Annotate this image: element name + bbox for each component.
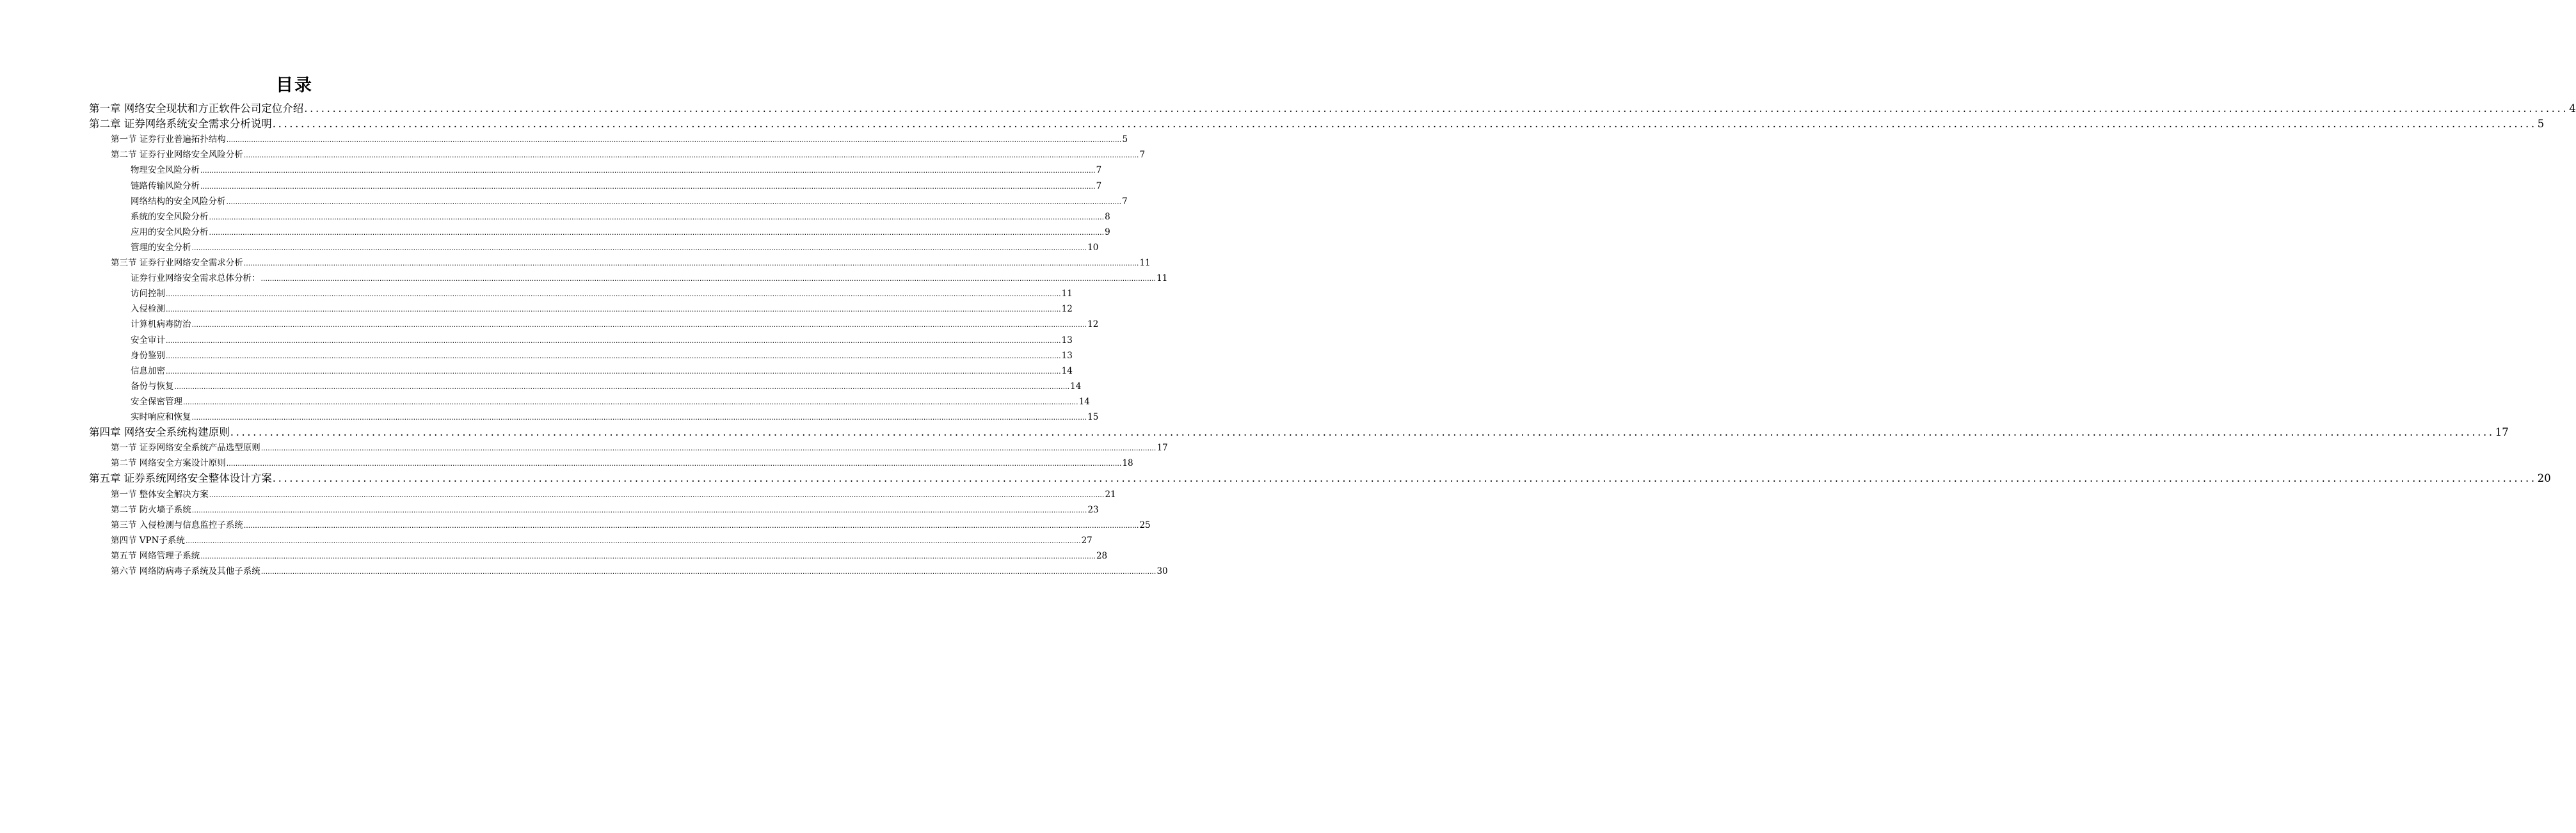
toc-entry-label: 第二节 证券行业网络安全风险分析: [111, 150, 243, 161]
toc-entry-level-1[interactable]: [89, 425, 2509, 440]
toc-dot-leader: ................................................................................................................................................................................................................................................................................................................................................................................................................: [272, 472, 2537, 485]
toc-dot-leader: ................................................................................................................................................................................................................................................................................................................................................................................................................: [183, 397, 1078, 406]
toc-dot-leader: ................................................................................................................................................................................................................................................................................................................................................................................................................: [226, 459, 1122, 468]
toc-entry-label: 信息加密: [131, 365, 165, 376]
toc-entry-level-3[interactable]: [131, 194, 1128, 209]
toc-page-number: 12: [1061, 304, 1073, 315]
toc-entry-level-3[interactable]: [131, 301, 1073, 317]
toc-entry-level-2[interactable]: [111, 440, 1168, 456]
toc-entry-level-2[interactable]: [111, 533, 1092, 548]
toc-entry-level-2[interactable]: [111, 564, 1168, 579]
toc-entry-level-3[interactable]: [131, 225, 1110, 240]
toc-entry-level-1[interactable]: [89, 116, 2545, 132]
toc-entry-level-3[interactable]: [131, 271, 1168, 286]
toc-entry-level-3[interactable]: [131, 286, 1073, 301]
toc-page-number: 14: [1070, 381, 1082, 392]
toc-entry-level-3[interactable]: [131, 333, 1073, 348]
toc-entry-label: 第五节 网络管理子系统: [111, 550, 200, 561]
toc-entry-label: 第三节 入侵检测与信息监控子系统: [111, 520, 243, 530]
toc-page-number: 25: [1139, 520, 1151, 530]
toc-entry-label: 系统的安全风险分析: [131, 211, 209, 222]
toc-entry-label: 第二章 证券网络系统安全需求分析说明: [89, 118, 272, 131]
toc-entry-label: 第二节 防火墙子系统: [111, 504, 191, 515]
toc-page-number: 18: [1122, 458, 1133, 469]
toc-dot-leader: ................................................................................................................................................................................................................................................................................................................................................................................................................: [243, 259, 1139, 267]
toc-dot-leader: ................................................................................................................................................................................................................................................................................................................................................................................................................: [166, 351, 1061, 360]
toc-dot-leader: ................................................................................................................................................................................................................................................................................................................................................................................................................: [191, 243, 1087, 252]
toc-page-number: 4: [2569, 102, 2576, 115]
toc-dot-leader: ................................................................................................................................................................................................................................................................................................................................................................................................................: [304, 102, 2569, 115]
toc-entry-label: 安全保密管理: [131, 396, 182, 407]
toc-entry-level-2[interactable]: [111, 255, 1151, 271]
toc-entry-level-2[interactable]: [111, 548, 1108, 564]
toc-entry-level-2[interactable]: [111, 147, 1146, 163]
toc-page-number: 5: [1122, 134, 1128, 145]
toc-dot-leader: ................................................................................................................................................................................................................................................................................................................................................................................................................: [209, 228, 1105, 237]
toc-entry-label: 计算机病毒防治: [131, 319, 191, 330]
toc-page-number: 14: [1061, 365, 1073, 376]
toc-entry-label: 链路传输风险分析: [131, 180, 200, 191]
toc-entry-level-3[interactable]: [131, 209, 1110, 225]
toc-entry-level-3[interactable]: [131, 317, 1099, 332]
toc-dot-leader: ................................................................................................................................................................................................................................................................................................................................................................................................................: [200, 182, 1096, 191]
toc-entry-label: 访问控制: [131, 289, 165, 299]
toc-page-number: 12: [1087, 319, 1099, 330]
toc-page-number: 20: [2537, 472, 2551, 485]
toc-entry-label: 管理的安全分析: [131, 242, 191, 253]
toc-page-number: 9: [1105, 226, 1110, 237]
toc-page-number: 30: [1156, 566, 1168, 576]
toc-entry-level-3[interactable]: [131, 348, 1073, 363]
toc-page-number: 27: [1081, 535, 1092, 546]
toc-entry-level-3[interactable]: [131, 240, 1099, 255]
toc-page-number: 5: [2537, 118, 2545, 131]
toc-entry-level-2[interactable]: [111, 456, 1133, 471]
toc-entry-level-3[interactable]: [131, 363, 1073, 379]
toc-page-number: 11: [1139, 258, 1151, 268]
toc-entry-label: 物理安全风险分析: [131, 165, 200, 176]
toc-dot-leader: ................................................................................................................................................................................................................................................................................................................................................................................................................: [191, 321, 1087, 329]
page-title: 目录: [276, 75, 313, 95]
toc-page-number: 11: [1061, 289, 1073, 299]
toc-page-number: 7: [1096, 180, 1102, 191]
toc-dot-leader: ................................................................................................................................................................................................................................................................................................................................................................................................................: [260, 567, 1156, 576]
toc-dot-leader: ................................................................................................................................................................................................................................................................................................................................................................................................................: [226, 136, 1122, 145]
toc-dot-leader: ................................................................................................................................................................................................................................................................................................................................................................................................................: [209, 490, 1105, 499]
toc-entry-label: 第四节 VPN子系统: [111, 535, 185, 546]
toc-entry-label: 实时响应和恢复: [131, 412, 191, 422]
toc-dot-leader: ................................................................................................................................................................................................................................................................................................................................................................................................................: [230, 426, 2495, 439]
toc-entry-level-3[interactable]: [131, 163, 1102, 178]
toc-page-number: 28: [1096, 550, 1108, 561]
toc-dot-leader: ................................................................................................................................................................................................................................................................................................................................................................................................................: [191, 413, 1087, 422]
toc-dot-leader: ................................................................................................................................................................................................................................................................................................................................................................................................................: [166, 305, 1061, 314]
toc-entry-label: 第一节 整体安全解决方案: [111, 489, 209, 500]
toc-dot-leader: ................................................................................................................................................................................................................................................................................................................................................................................................................: [166, 290, 1061, 299]
toc-entry-label: 第五章 证券系统网络安全整体设计方案: [89, 472, 272, 485]
toc-entry-level-1[interactable]: [89, 101, 2576, 116]
toc-dot-leader: ................................................................................................................................................................................................................................................................................................................................................................................................................: [200, 551, 1096, 560]
toc-entry-label: 备份与恢复: [131, 381, 174, 392]
toc-dot-leader: ................................................................................................................................................................................................................................................................................................................................................................................................................: [166, 336, 1061, 345]
toc-page-number: 8: [1105, 211, 1110, 222]
toc-entry-level-3[interactable]: [131, 394, 1090, 409]
toc-page-number: 10: [1087, 242, 1099, 253]
toc-entry-level-3[interactable]: [131, 178, 1102, 194]
toc-page-number: 21: [1105, 489, 1116, 500]
toc-dot-leader: ................................................................................................................................................................................................................................................................................................................................................................................................................: [174, 382, 1070, 391]
toc-entry-label: 第六节 网络防病毒子系统及其他子系统: [111, 566, 260, 576]
toc-dot-leader: ................................................................................................................................................................................................................................................................................................................................................................................................................: [272, 118, 2537, 131]
toc-dot-leader: ................................................................................................................................................................................................................................................................................................................................................................................................................: [243, 151, 1139, 160]
toc-page-number: 14: [1078, 396, 1090, 407]
toc-entry-level-2[interactable]: [111, 502, 1099, 518]
toc-dot-leader: ................................................................................................................................................................................................................................................................................................................................................................................................................: [191, 505, 1087, 514]
toc-dot-leader: ................................................................................................................................................................................................................................................................................................................................................................................................................: [209, 212, 1105, 221]
toc-entry-label: 第三节 证券行业网络安全需求分析: [111, 258, 243, 268]
toc-dot-leader: ................................................................................................................................................................................................................................................................................................................................................................................................................: [200, 166, 1096, 175]
toc-entry-label: 证券行业网络安全需求总体分析：: [131, 273, 260, 284]
toc-entry-level-3[interactable]: [131, 379, 1082, 394]
toc-entry-label: 第一章 网络安全现状和方正软件公司定位介绍: [89, 102, 304, 115]
toc-entry-label: 网络结构的安全风险分析: [131, 196, 226, 207]
toc-entry-level-2[interactable]: [111, 518, 1151, 533]
toc-entry-level-2[interactable]: [111, 487, 1116, 502]
toc-entry-level-3[interactable]: [131, 409, 1099, 425]
toc-page-number: 15: [1087, 412, 1099, 422]
toc-page-number: 7: [1096, 165, 1102, 176]
toc-entry-label: 第二节 网络安全方案设计原则: [111, 458, 226, 469]
toc-dot-leader: ................................................................................................................................................................................................................................................................................................................................................................................................................: [166, 367, 1061, 376]
toc-dot-leader: ................................................................................................................................................................................................................................................................................................................................................................................................................: [260, 274, 1156, 283]
toc-page-number: 13: [1061, 350, 1073, 361]
toc-page-number: 7: [1139, 150, 1146, 161]
toc-page-number: 17: [1156, 443, 1168, 454]
toc-entry-level-2[interactable]: [111, 132, 1128, 147]
toc-entry-label: 第一节 证券网络安全系统产品选型原则: [111, 443, 260, 454]
toc-dot-leader: ................................................................................................................................................................................................................................................................................................................................................................................................................: [243, 521, 1139, 530]
toc-dot-leader: ................................................................................................................................................................................................................................................................................................................................................................................................................: [260, 444, 1156, 453]
toc-entry-label: 入侵检测: [131, 304, 165, 315]
toc-page-number: 23: [1087, 504, 1099, 515]
toc-entry-label: 应用的安全风险分析: [131, 226, 209, 237]
toc-entry-label: 第一节 证券行业普遍拓扑结构: [111, 134, 226, 145]
toc-dot-leader: ................................................................................................................................................................................................................................................................................................................................................................................................................: [185, 536, 1081, 545]
toc-dot-leader: ................................................................................................................................................................................................................................................................................................................................................................................................................: [226, 197, 1122, 206]
toc-page-number: 13: [1061, 335, 1073, 345]
toc-page-number: 11: [1156, 273, 1168, 284]
toc-page-number: 7: [1122, 196, 1128, 207]
toc-entry-label: 第四章 网络安全系统构建原则: [89, 426, 230, 439]
toc-page-number: 17: [2495, 426, 2509, 439]
toc-entry-level-1[interactable]: [89, 471, 2551, 486]
toc-entry-label: 身份鉴别: [131, 350, 165, 361]
toc-entry-label: 安全审计: [131, 335, 165, 345]
